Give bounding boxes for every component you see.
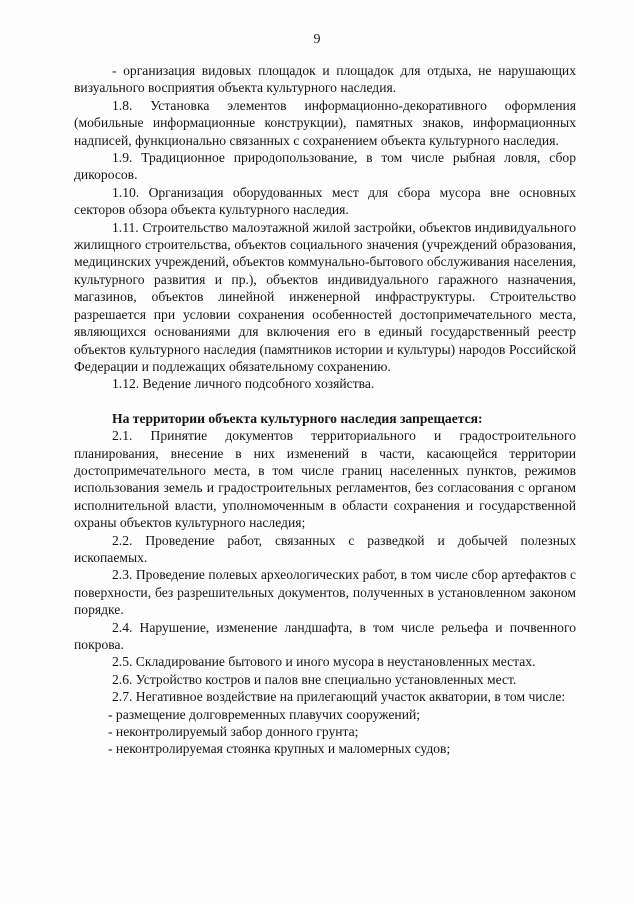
- page-number: 9: [313, 32, 321, 47]
- document-body: [74, 62, 576, 758]
- list-item-bottom-soil: - неконтролируемый забор донного грунта;: [108, 724, 359, 740]
- paragraph-1-12: 1.12. Ведение личного подсобного хозяйства.: [112, 376, 375, 392]
- paragraph-2-5: 2.5. Складирование бытового и иного мусора в неустановленных местах.: [112, 654, 536, 670]
- paragraph-viewing-platforms: - организация видовых площадок и площадок для отдыха, не нарушающих визуального восприятия объекта культурного наследия.: [74, 63, 576, 96]
- paragraph-1-11: 1.11. Строительство малоэтажной жилой застройки, объектов индивидуального жилищного строительства, объектов социального значения (учреждений образования, медицинских учреждений, объектов коммунально-бытового обслуживания населения, культурного развития и пр.), объектов индивидуального гаражного назначения, магазинов, объектов линейной инженерной инфраструктуры. Строительство разрешается при условии сохранения особенностей достопримечательного места, являющихся основаниями для включения его в единый государственный реестр объектов культурного наследия (памятников истории и культуры) народов Российской Федерации и подлежащих обязательному сохранению.: [74, 219, 576, 374]
- paragraph-1-9: 1.9. Традиционное природопользование, в том числе рыбная ловля, сбор дикоросов.: [74, 150, 576, 183]
- section-heading-prohibited: На территории объекта культурного наследия запрещается:: [112, 410, 483, 426]
- paragraph-2-7: 2.7. Негативное воздействие на прилегающий участок акватории, в том числе:: [112, 689, 566, 705]
- paragraph-2-4: 2.4. Нарушение, изменение ландшафта, в том числе рельефа и почвенного покрова.: [74, 619, 576, 652]
- paragraph-2-1: 2.1. Принятие документов территориального и градостроительного планирования, внесение в них изменений в части, касающейся территории достопримечательного места, в том числе границ населенных пунктов, режимов использования земель и градостроительных регламентов, без согласования с органом исполнительной власти, уполномоченным в области сохранения и государственной охраны объектов культурного наследия;: [74, 428, 576, 531]
- paragraph-1-10: 1.10. Организация оборудованных мест для сбора мусора вне основных секторов обзора объекта культурного наследия.: [74, 184, 576, 218]
- paragraph-2-3: 2.3. Проведение полевых археологических работ, в том числе сбор артефактов с поверхности, без разрешительных документов, полученных в установленном законом порядке.: [74, 567, 576, 618]
- list-item-vessel-parking: - неконтролируемая стоянка крупных и маломерных судов;: [108, 741, 451, 757]
- paragraph-1-8: 1.8. Установка элементов информационно-декоративного оформления (мобильные информационные конструкции), памятных знаков, информационных надписей, функционально связанных с сохранением объекта культурного наследия.: [74, 97, 576, 148]
- list-item-floating-structures: - размещение долговременных плавучих сооружений;: [108, 706, 421, 722]
- paragraph-2-2: 2.2. Проведение работ, связанных с разведкой и добычей полезных ископаемых.: [74, 532, 576, 565]
- paragraph-2-6: 2.6. Устройство костров и палов вне специально установленных мест.: [112, 671, 517, 687]
